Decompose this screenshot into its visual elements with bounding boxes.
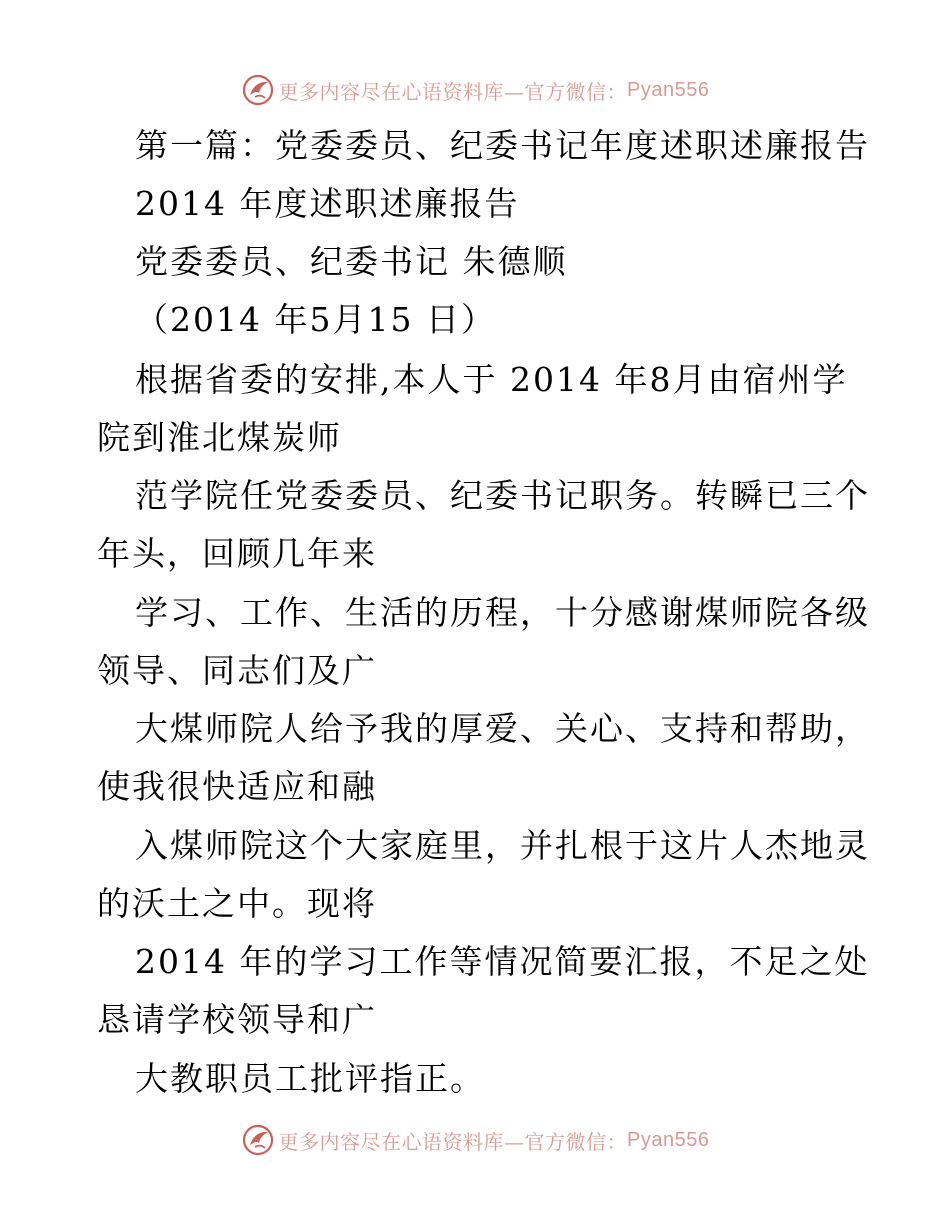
phoenix-logo-icon xyxy=(241,1123,275,1157)
document-line: 使我很快适应和融 xyxy=(97,767,377,806)
document-line: （2014 年5月15 日） xyxy=(135,300,496,339)
document-line: 恳请学校领导和广 xyxy=(97,1000,377,1039)
document-line: 院到淮北煤炭师 xyxy=(97,418,342,457)
document-line: 学习、工作、生活的历程，十分感谢煤师院各级 xyxy=(135,593,870,632)
document-line: 2014 年度述职述廉报告 xyxy=(135,184,520,223)
document-line: 党委委员、纪委书记 朱德顺 xyxy=(135,242,568,281)
document-line: 的沃土之中。现将 xyxy=(97,884,377,923)
watermark-handle: Pyan556 xyxy=(627,1128,710,1151)
document-line: 大煤师院人给予我的厚爱、关心、支持和帮助， xyxy=(135,709,870,748)
document-line: 2014 年的学习工作等情况简要汇报，不足之处 xyxy=(135,942,870,981)
document-line: 年头，回顾几年来 xyxy=(97,534,377,573)
watermark-text: 更多内容尽在心语资料库—官方微信： xyxy=(278,1129,628,1154)
document-line: 入煤师院这个大家庭里，并扎根于这片人杰地灵 xyxy=(135,826,870,865)
footer-watermark xyxy=(0,1120,950,1160)
document-line: 领导、同志们及广 xyxy=(97,651,377,690)
watermark-text: 更多内容尽在心语资料库—官方微信： xyxy=(278,79,628,104)
document-title: 第一篇：党委委员、纪委书记年度述职述廉报告 xyxy=(135,126,870,165)
document-line: 根据省委的安排,本人于 2014 年8月由宿州学 xyxy=(135,360,848,399)
document-line: 范学院任党委委员、纪委书记职务。转瞬已三个 xyxy=(135,476,870,515)
watermark-handle: Pyan556 xyxy=(627,78,710,101)
document-line: 大教职员工批评指正。 xyxy=(135,1059,485,1098)
